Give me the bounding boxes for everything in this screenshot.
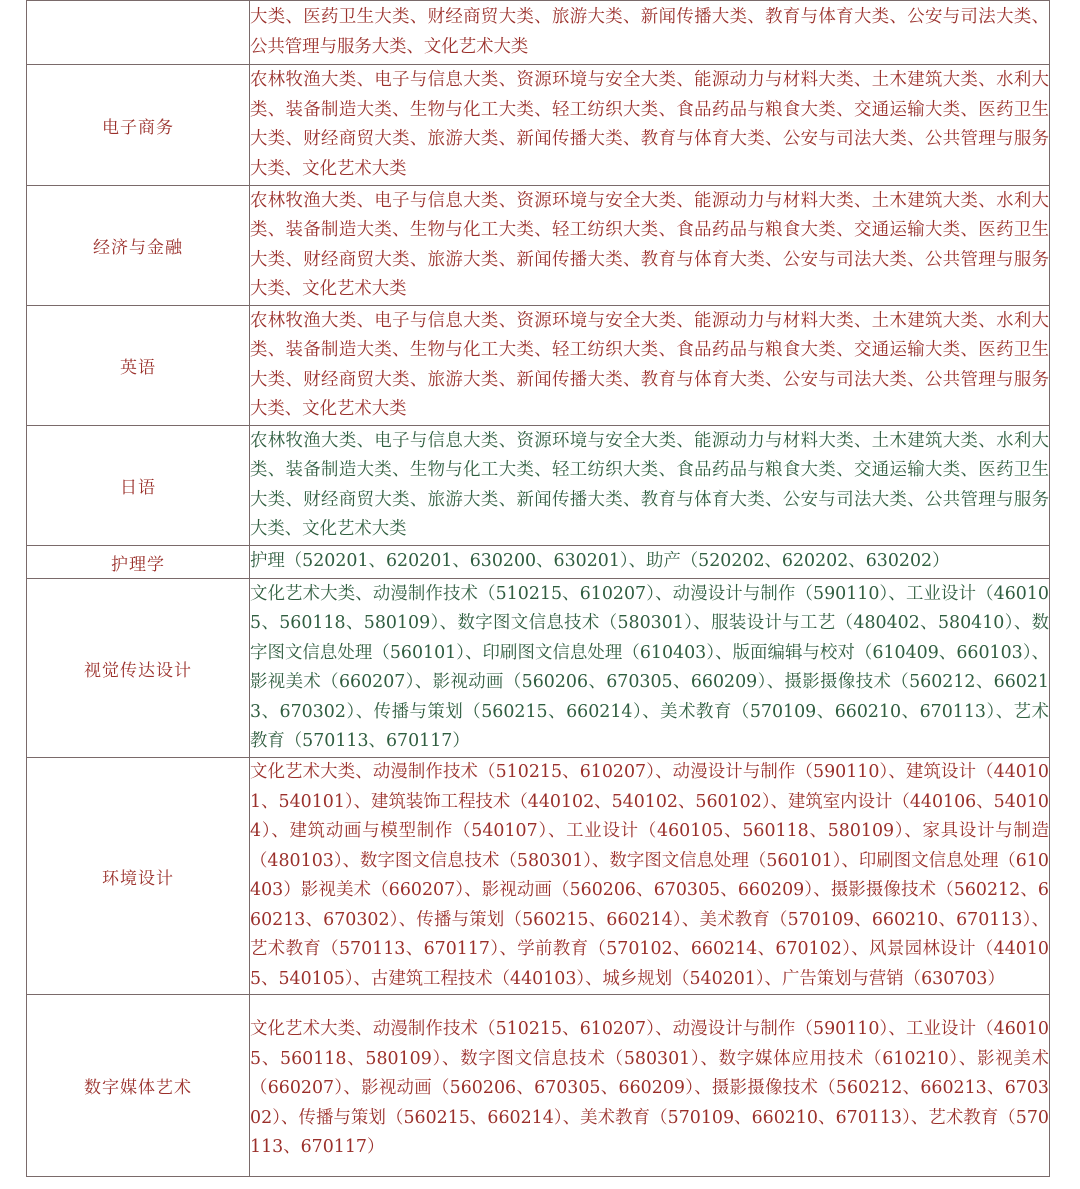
requirement-cell: 护理（520201、620201、630200、630201）、助产（520202、620202、630202）: [250, 546, 1050, 579]
major-name-cell: 数字媒体艺术: [27, 995, 250, 1177]
requirement-cell: 农林牧渔大类、电子与信息大类、资源环境与安全大类、能源动力与材料大类、土木建筑大类、水利大类、装备制造大类、生物与化工大类、轻工纺织大类、食品药品与粮食大类、交通运输大类、医药卫生大类、财经商贸大类、旅游大类、新闻传播大类、教育与体育大类、公安与司法大类、公共管理与服务大类、文化艺术大类: [250, 65, 1050, 186]
table-row: [27, 579, 1050, 758]
major-name-cell: 电子商务: [27, 65, 250, 186]
majors-table: [26, 0, 1050, 1177]
major-name-cell: [27, 1, 250, 65]
table-row: [27, 1, 1050, 65]
requirement-cell: 文化艺术大类、动漫制作技术（510215、610207）、动漫设计与制作（590110）、工业设计（460105、560118、580109）、数字图文信息技术（580301）、服装设计与工艺（480402、580410）、数字图文信息处理（560101）、印刷图文信息处理（610403）、版面编辑与校对（610409、660103）、影视美术（660207）、影视动画（560206、670305、660209）、摄影摄像技术（560212、660213、670302）、传播与策划（560215、660214）、美术教育（570109、660210、670113）、艺术教育（570113、670117）: [250, 579, 1050, 758]
requirement-cell: 农林牧渔大类、电子与信息大类、资源环境与安全大类、能源动力与材料大类、土木建筑大类、水利大类、装备制造大类、生物与化工大类、轻工纺织大类、食品药品与粮食大类、交通运输大类、医药卫生大类、财经商贸大类、旅游大类、新闻传播大类、教育与体育大类、公安与司法大类、公共管理与服务大类、文化艺术大类: [250, 426, 1050, 546]
table-row: [27, 426, 1050, 546]
major-name-cell: 环境设计: [27, 758, 250, 995]
requirement-cell: 农林牧渔大类、电子与信息大类、资源环境与安全大类、能源动力与材料大类、土木建筑大类、水利大类、装备制造大类、生物与化工大类、轻工纺织大类、食品药品与粮食大类、交通运输大类、医药卫生大类、财经商贸大类、旅游大类、新闻传播大类、教育与体育大类、公安与司法大类、公共管理与服务大类、文化艺术大类: [250, 186, 1050, 306]
requirement-cell: 大类、医药卫生大类、财经商贸大类、旅游大类、新闻传播大类、教育与体育大类、公安与司法大类、公共管理与服务大类、文化艺术大类: [250, 1, 1050, 65]
table-row: [27, 758, 1050, 995]
major-name-cell: 护理学: [27, 546, 250, 579]
table-row: [27, 995, 1050, 1177]
table-row: [27, 306, 1050, 426]
requirement-cell: 农林牧渔大类、电子与信息大类、资源环境与安全大类、能源动力与材料大类、土木建筑大类、水利大类、装备制造大类、生物与化工大类、轻工纺织大类、食品药品与粮食大类、交通运输大类、医药卫生大类、财经商贸大类、旅游大类、新闻传播大类、教育与体育大类、公安与司法大类、公共管理与服务大类、文化艺术大类: [250, 306, 1050, 426]
table-row: [27, 546, 1050, 579]
major-name-cell: 视觉传达设计: [27, 579, 250, 758]
major-name-cell: 日语: [27, 426, 250, 546]
table-row: [27, 65, 1050, 186]
requirement-cell: 文化艺术大类、动漫制作技术（510215、610207）、动漫设计与制作（590110）、建筑设计（440101、540101）、建筑装饰工程技术（440102、540102、560102）、建筑室内设计（440106、540104）、建筑动画与模型制作（540107）、工业设计（460105、560118、580109）、家具设计与制造（480103）、数字图文信息技术（580301）、数字图文信息处理（560101）、印刷图文信息处理（610403）影视美术（660207）、影视动画（560206、670305、660209）、摄影摄像技术（560212、660213、670302）、传播与策划（560215、660214）、美术教育（570109、660210、670113）、艺术教育（570113、670117）、学前教育（570102、660214、670102）、风景园林设计（440105、540105）、古建筑工程技术（440103）、城乡规划（540201）、广告策划与营销（630703）: [250, 758, 1050, 995]
table-row: [27, 186, 1050, 306]
major-name-cell: 经济与金融: [27, 186, 250, 306]
requirement-cell: 文化艺术大类、动漫制作技术（510215、610207）、动漫设计与制作（590110）、工业设计（460105、560118、580109）、数字图文信息技术（580301）、数字媒体应用技术（610210）、影视美术（660207）、影视动画（560206、670305、660209）、摄影摄像技术（560212、660213、670302）、传播与策划（560215、660214）、美术教育（570109、660210、670113）、艺术教育（570113、670117）: [250, 995, 1050, 1177]
major-name-cell: 英语: [27, 306, 250, 426]
